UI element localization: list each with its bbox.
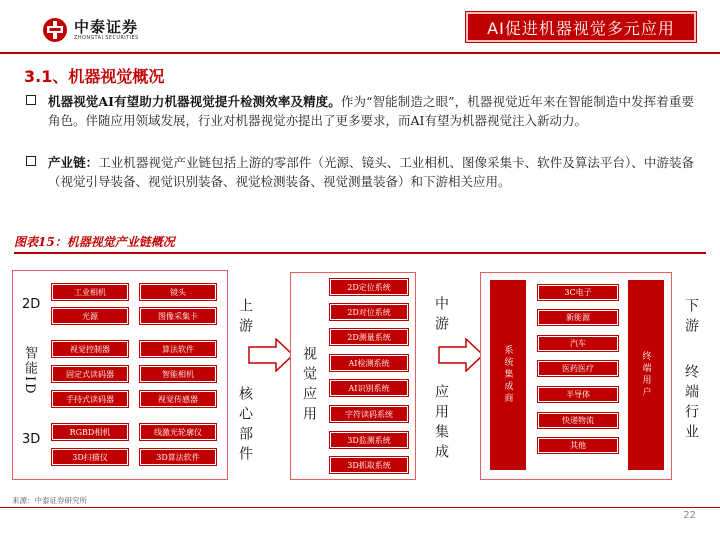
logo-english-name: ZHONGTAI SECURITIES [74, 34, 139, 41]
component-box: 智能相机 [140, 366, 216, 382]
logo-chinese-name: 中泰证券 [74, 17, 139, 36]
system-box: 2D定位系统 [330, 279, 408, 295]
bullet-text: 工业机器视觉产业链包括上游的零部件（光源、镜头、工业相机、图像采集卡、软件及算法平台）、中游装备（视觉引导装备、视觉识别装备、视觉检测装备、视觉测量装备）和下游相关应用。 [48, 155, 694, 189]
page-number: 22 [683, 510, 696, 521]
end-user-bar: 终端用户 [628, 280, 664, 470]
upstream-sublabel: 核心部件 [237, 386, 253, 466]
system-box: 字符读码系统 [330, 406, 408, 422]
square-bullet-icon [26, 156, 36, 166]
component-box: 视觉控制器 [52, 341, 128, 357]
midstream-label: 中游 [433, 296, 449, 336]
section-title: 3.1、机器视觉概况 [24, 67, 165, 86]
component-box: 镜头 [140, 284, 216, 300]
component-box: 光源 [52, 308, 128, 324]
bullet-bold: 产业链： [48, 155, 99, 170]
source-note: 来源：中泰证券研究所 [12, 496, 87, 505]
downstream-sublabel: 终端行业 [683, 364, 699, 444]
industry-box: 其他 [538, 438, 618, 453]
component-box: 算法软件 [140, 341, 216, 357]
group-label-3d: 3D [22, 432, 41, 447]
figure-title: 图表15：机器视觉产业链概况 [14, 232, 706, 254]
component-box: 图像采集卡 [140, 308, 216, 324]
square-bullet-icon [26, 95, 36, 105]
bullet-industry-chain [26, 153, 694, 191]
page-title: AI促进机器视觉多元应用 [466, 12, 696, 42]
system-box: 2D测量系统 [330, 329, 408, 345]
industry-box: 3C电子 [538, 285, 618, 300]
zhongtai-logo-icon [42, 17, 68, 43]
component-box: 固定式读码器 [52, 366, 128, 382]
system-box: AI检测系统 [330, 355, 408, 371]
group-label-2d: 2D [22, 297, 41, 312]
upstream-label: 上游 [237, 298, 253, 338]
system-box: 3D抓取系统 [330, 457, 408, 473]
component-box: 3D算法软件 [140, 449, 216, 465]
component-box: 手持式读码器 [52, 391, 128, 407]
industry-box: 新能源 [538, 310, 618, 325]
bullet-ai-vision [26, 92, 694, 130]
component-box: 工业相机 [52, 284, 128, 300]
industry-box: 半导体 [538, 387, 618, 402]
system-box: AI识别系统 [330, 380, 408, 396]
group-label-smart-id: 智能ID [22, 346, 37, 396]
footer-divider [0, 507, 720, 508]
component-box: 视觉传感器 [140, 391, 216, 407]
component-box: 线激光轮廓仪 [140, 424, 216, 440]
integrator-bar: 系统集成商 [490, 280, 526, 470]
header-divider [0, 52, 720, 54]
component-box: RGBD相机 [52, 424, 128, 440]
flow-arrow-icon [438, 338, 484, 372]
midstream-side-label: 视觉应用 [301, 346, 317, 426]
component-box: 3D扫描仪 [52, 449, 128, 465]
midstream-sublabel: 应用集成 [433, 384, 449, 464]
bullet-bold: 机器视觉AI有望助力机器视觉提升检测效率及精度。 [48, 94, 341, 109]
flow-arrow-icon [248, 338, 294, 372]
downstream-label: 下游 [683, 298, 699, 338]
company-logo [42, 12, 139, 48]
industry-box: 汽车 [538, 336, 618, 351]
industry-box: 快递物流 [538, 413, 618, 428]
bullet-text: 作为“智能制造之眼”，机器视觉近年来在智能制造中发挥着重要角色。伴随应用领域发展，行业对机器视觉亦提出了更多要求，而AI有望为机器视觉注入新动力。 [48, 94, 694, 128]
industry-box: 医药医疗 [538, 361, 618, 376]
system-box: 3D监测系统 [330, 432, 408, 448]
system-box: 2D对位系统 [330, 304, 408, 320]
